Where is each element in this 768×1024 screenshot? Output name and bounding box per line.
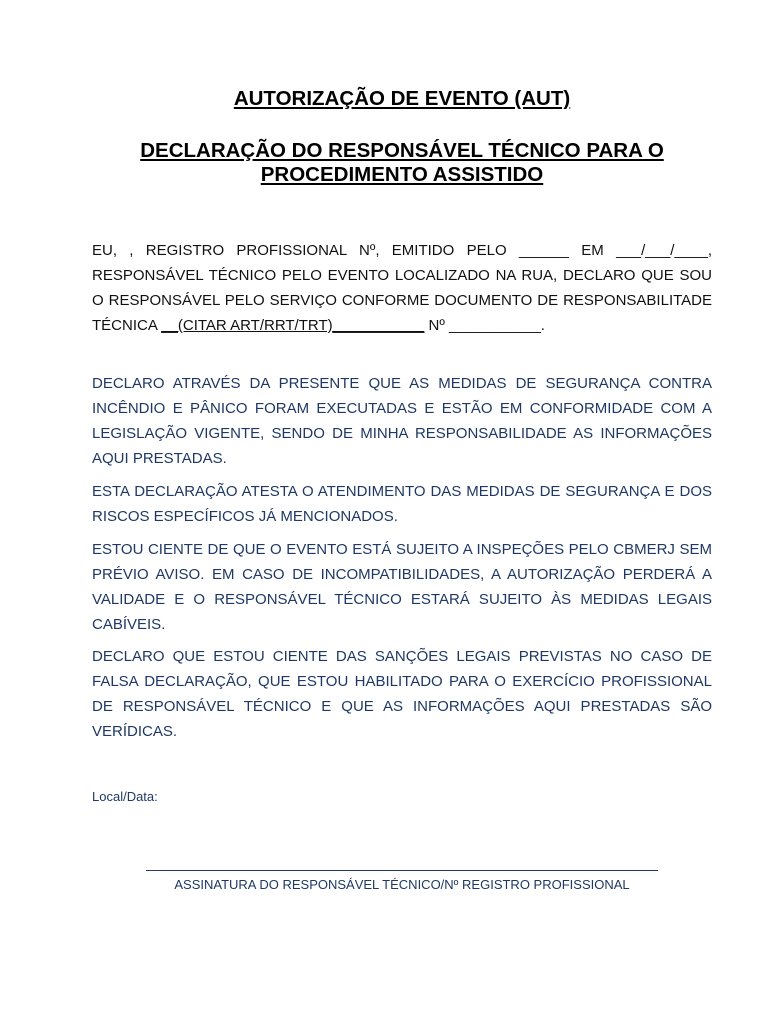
declaration-paragraph-1: DECLARO ATRAVÉS DA PRESENTE QUE AS MEDIDAS DE SEGURANÇA CONTRA INCÊNDIO E PÂNICO FORAM EXECUTADAS E ESTÃO EM CONFORMIDADE COM A LEGISLAÇÃO VIGENTE, SENDO DE MINHA RESPONSABILIDADE AS INFORMAÇÕES AQUI PRESTADAS. — [92, 375, 712, 467]
document-title: AUTORIZAÇÃO DE EVENTO (AUT) — [233, 87, 571, 110]
declaration-paragraph-2: ESTA DECLARAÇÃO ATESTA O ATENDIMENTO DAS MEDIDAS DE SEGURANÇA E DOS RISCOS ESPECÍFICOS JÁ MENCIONADOS. — [92, 483, 712, 525]
intro-text-after: Nº ___________. — [424, 317, 545, 334]
local-data-label: Local/Data: — [92, 789, 158, 804]
intro-paragraph — [92, 238, 712, 338]
signature-caption: ASSINATURA DO RESPONSÁVEL TÉCNICO/Nº REGISTRO PROFISSIONAL — [174, 877, 630, 892]
subtitle-line-2: PROCEDIMENTO ASSISTIDO — [260, 163, 544, 186]
signature-line — [146, 870, 658, 871]
intro-text-before: EU, , REGISTRO PROFISSIONAL Nº, EMITIDO PELO ______ EM ___/___/____, RESPONSÁVEL TÉCNICO PELO EVENTO LOCALIZADO NA RUA, DECLARO QUE SOU O RESPONSÁVEL PELO SERVIÇO CONFORME DOCUMENTO DE RESPONSABILITADE TÉCNICA — [92, 242, 712, 334]
declaration-paragraph-4: DECLARO QUE ESTOU CIENTE DAS SANÇÕES LEGAIS PREVISTAS NO CASO DE FALSA DECLARAÇÃO, QUE ESTOU HABILITADO PARA O EXERCÍCIO PROFISSIONAL DE RESPONSÁVEL TÉCNICO E QUE AS INFORMAÇÕES AQUI PRESTADAS SÃO VERÍDICAS. — [92, 648, 712, 740]
intro-underlined-field: __(CITAR ART/RRT/TRT)___________ — [161, 317, 425, 334]
document-subtitle — [92, 139, 712, 187]
declaration-paragraph-3: ESTOU CIENTE DE QUE O EVENTO ESTÁ SUJEITO A INSPEÇÕES PELO CBMERJ SEM PRÉVIO AVISO. EM CASO DE INCOMPATIBILIDADES, A AUTORIZAÇÃO PERDERÁ A VALIDADE E O RESPONSÁVEL TÉCNICO ESTARÁ SUJEITO ÀS MEDIDAS LEGAIS CABÍVEIS. — [92, 541, 712, 633]
subtitle-line-1: DECLARAÇÃO DO RESPONSÁVEL TÉCNICO PARA O — [140, 139, 664, 162]
